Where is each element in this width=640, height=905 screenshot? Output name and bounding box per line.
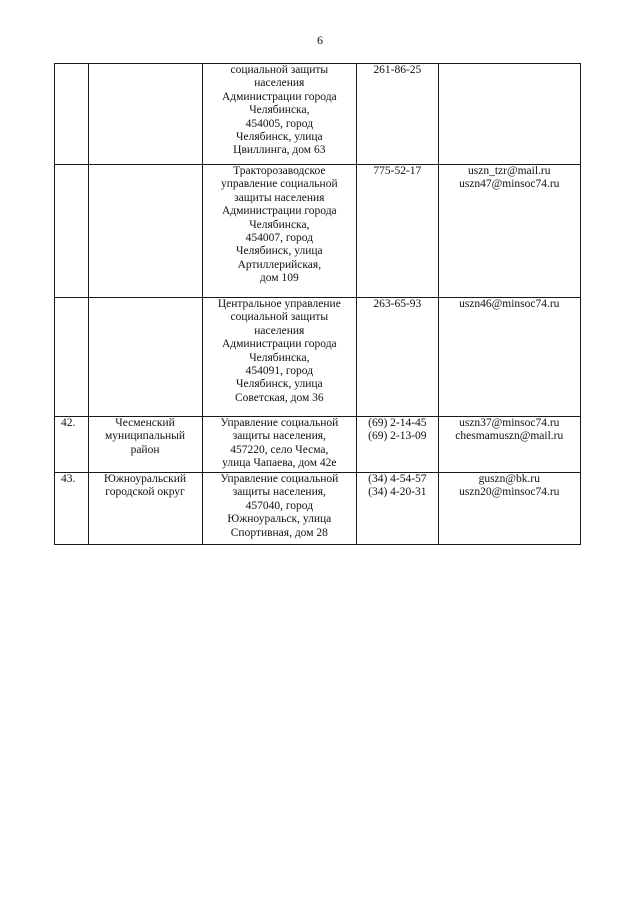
- email-cell-line: uszn20@minsoc74.ru: [459, 486, 560, 499]
- organization-cell-line: Тракторозаводское: [233, 165, 326, 177]
- organization-cell: [202, 64, 357, 165]
- organization-cell-line: Челябинска,: [249, 351, 310, 364]
- phone-cell: [357, 165, 438, 298]
- phone-cell: [357, 298, 438, 417]
- phone-cell-line: (34) 4-54-57: [368, 473, 427, 485]
- organization-cell: [202, 165, 357, 298]
- email-cell: [438, 298, 580, 417]
- organization-cell-line: социальной защиты: [230, 311, 329, 324]
- email-cell-line: uszn37@minsoc74.ru: [459, 417, 560, 429]
- organization-cell-line: Советская, дом 36: [234, 391, 324, 404]
- row-number-cell: [55, 64, 89, 165]
- email-cell: [438, 417, 580, 473]
- email-cell-line: uszn_tzr@mail.ru: [468, 165, 551, 177]
- organization-cell-line: защиты населения,: [232, 486, 326, 499]
- email-cell-line: uszn47@minsoc74.ru: [459, 178, 560, 191]
- organization-cell-line: Челябинска,: [249, 218, 310, 231]
- organization-cell-line: населения: [254, 77, 305, 90]
- district-cell-line: Чесменский: [115, 417, 175, 429]
- district-cell-line: городской округ: [105, 486, 185, 499]
- phone-cell-line: (69) 2-13-09: [368, 430, 427, 443]
- table-body: [55, 64, 581, 545]
- email-cell: [438, 64, 580, 165]
- organization-cell-line: Челябинска,: [249, 104, 310, 117]
- phone-cell: [357, 417, 438, 473]
- district-cell-line: муниципальный: [105, 430, 186, 443]
- email-cell-line: guszn@bk.ru: [478, 473, 540, 485]
- organization-cell-line: Спортивная, дом 28: [230, 526, 328, 539]
- agencies-table: [54, 63, 581, 545]
- row-number-cell: [55, 165, 89, 298]
- organization-cell-line: 454091, город: [245, 365, 314, 378]
- table-row: [55, 298, 581, 417]
- district-cell-line: Южноуральский: [104, 473, 187, 485]
- page-number: 6: [317, 33, 323, 47]
- district-cell: [88, 64, 202, 165]
- organization-cell-line: защиты населения,: [232, 430, 326, 443]
- district-cell: [88, 165, 202, 298]
- organization-cell: [202, 473, 357, 545]
- table-row: [55, 473, 581, 545]
- email-cell-line: chesmamuszn@mail.ru: [455, 430, 564, 443]
- row-number-cell: [55, 298, 89, 417]
- row-number-cell: 43.: [55, 473, 89, 545]
- email-cell: [438, 165, 580, 298]
- organization-cell: [202, 417, 357, 473]
- organization-cell-line: Южноуральск, улица: [227, 513, 332, 526]
- district-cell: [88, 417, 202, 473]
- organization-cell-line: Управление социальной: [220, 473, 339, 485]
- table-row: [55, 417, 581, 473]
- organization-cell-line: защиты населения: [234, 191, 325, 204]
- organization-cell-line: 454007, город: [245, 232, 314, 245]
- organization-cell-line: управление социальной: [221, 178, 338, 191]
- organization-cell-line: Челябинск, улица: [236, 245, 323, 258]
- organization-cell-line: 457040, город: [245, 499, 314, 512]
- district-cell: [88, 473, 202, 545]
- organization-cell-line: социальной защиты: [230, 64, 329, 76]
- row-number-cell: 42.: [55, 417, 89, 473]
- table-row: [55, 64, 581, 165]
- phone-cell-line: 775-52-17: [373, 165, 422, 177]
- organization-cell-line: Артиллерийская,: [237, 258, 322, 271]
- email-cell: [438, 473, 580, 545]
- district-cell-line: район: [130, 443, 160, 456]
- organization-cell-line: Цвиллинга, дом 63: [233, 144, 326, 157]
- organization-cell-line: улица Чапаева, дом 42е: [222, 457, 337, 470]
- phone-cell-line: (69) 2-14-45: [368, 417, 427, 429]
- organization-cell-line: Челябинск, улица: [236, 378, 323, 391]
- organization-cell-line: Администрации города: [221, 338, 337, 351]
- phone-cell: [357, 473, 438, 545]
- organization-cell-line: Челябинск, улица: [236, 131, 323, 144]
- phone-cell-line: (34) 4-20-31: [368, 486, 427, 499]
- phone-cell: [357, 64, 438, 165]
- district-cell: [88, 298, 202, 417]
- organization-cell-line: Администрации города: [221, 205, 337, 218]
- phone-cell-line: 263-65-93: [373, 298, 422, 310]
- organization-cell-line: 454005, город: [245, 117, 314, 130]
- organization-cell-line: Администрации города: [221, 90, 337, 103]
- email-cell-line: uszn46@minsoc74.ru: [459, 298, 560, 310]
- organization-cell-line: 457220, село Чесма,: [230, 443, 329, 456]
- organization-cell: [202, 298, 357, 417]
- table-row: [55, 165, 581, 298]
- phone-cell-line: 261-86-25: [373, 64, 422, 76]
- organization-cell-line: Управление социальной: [220, 417, 339, 429]
- organization-cell-line: дом 109: [259, 272, 299, 285]
- organization-cell-line: населения: [254, 324, 305, 337]
- organization-cell-line: Центральное управление: [217, 298, 341, 310]
